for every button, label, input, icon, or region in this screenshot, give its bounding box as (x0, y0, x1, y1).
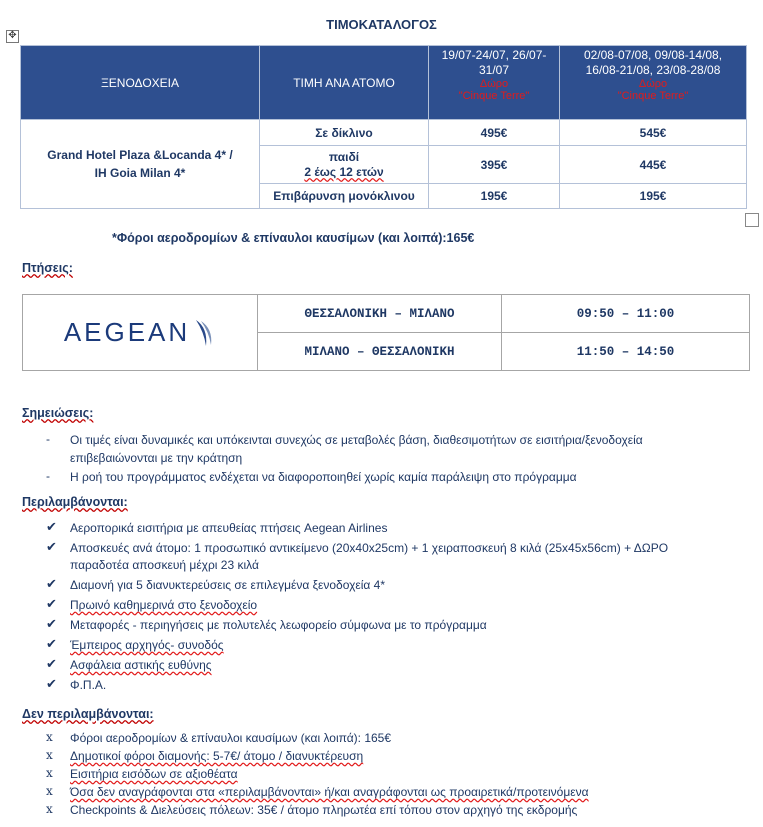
period-1-gift-name: "Cinque Terre" (458, 90, 530, 102)
included-heading: Περιλαμβάνονται: (22, 495, 128, 509)
check-icon: ✔ (46, 540, 57, 555)
excluded-item: Όσα δεν αναγράφονται στα «περιλαμβάνονται» ή/και αναγράφονται ως προαιρετικά/προτεινόμενα (70, 785, 589, 799)
check-icon: ✔ (46, 597, 57, 612)
hotel-name-1: Grand Hotel Plaza &Locanda 4* / (47, 148, 233, 162)
price-table (20, 45, 747, 209)
price-double-p1: 495€ (429, 120, 560, 146)
note-item-1-cont: επιβεβαιώνονται με την κράτηση (70, 451, 243, 465)
included-item: Διαμονή για 5 διανυκτερεύσεις σε επιλεγμένα ξενοδοχεία 4* (70, 578, 385, 592)
excluded-heading: Δεν περιλαμβάνονται: (22, 707, 154, 721)
period-1-gift: Δώρο (479, 78, 509, 90)
notes-heading: Σημειώσεις: (22, 406, 94, 420)
included-item: Φ.Π.Α. (70, 678, 107, 692)
included-item: Πρωινό καθημερινά στο ξενοδοχείο (70, 598, 258, 612)
price-single-p2: 195€ (560, 184, 747, 209)
aegean-logo-text: AEGEAN (63, 317, 191, 347)
note-item-2: Η ροή του προγράμματος ενδέχεται να διαφοροποιηθεί χωρίς καμία παράλειψη στο πρόγραμμα (70, 470, 577, 484)
included-item: Αποσκευές ανά άτομο: 1 προσωπικό αντικείμενο (20x40x25cm) + 1 χειραποσκευή 8 κιλά (25x45x56cm) + ΔΩΡΟ (70, 541, 669, 555)
flight-time-outbound: 09:50 – 11:00 (502, 295, 750, 333)
period-2-dates-cont: 16/08-21/08, 23/08-28/08 (585, 63, 721, 77)
included-item-cont: παραδοτέα αποσκευή μέχρι 23 κιλά (70, 558, 259, 572)
x-mark-icon: x (46, 802, 53, 816)
price-double-p2: 545€ (560, 120, 747, 146)
period-1-dates-cont: 31/07 (478, 63, 510, 77)
x-mark-icon: x (46, 766, 53, 780)
check-icon: ✔ (46, 657, 57, 672)
excluded-item: Εισιτήρια εισόδων σε αξιοθέατα (70, 767, 238, 781)
room-type-child (260, 146, 429, 184)
aegean-logo (23, 317, 257, 348)
dash-icon: - (46, 469, 50, 483)
included-item: Μεταφορές - περιηγήσεις με πολυτελές λεωφορείο σύμφωνα με το πρόγραμμα (70, 618, 487, 632)
excluded-item: Checkpoints & Διελεύσεις πόλεων: 35€ / άτομο πληρωτέα επί τόπου στον αρχηγό της εκδρομής (70, 803, 578, 817)
dash-icon: - (46, 432, 50, 446)
header-hotels: ΞΕΝΟΔΟΧΕΙΑ (21, 46, 260, 120)
x-mark-icon: x (46, 730, 53, 744)
flight-route-outbound: ΘΕΣΣΑΛΟΝΙΚΗ – ΜΙΛΑΝΟ (258, 295, 502, 333)
check-icon: ✔ (46, 617, 57, 632)
flights-table (22, 294, 750, 371)
header-price-per-person: ΤΙΜΗ ΑΝΑ ΑΤΟΜΟ (260, 46, 429, 120)
period-2-gift: Δώρο (638, 78, 668, 90)
hotel-names-cell (21, 120, 260, 209)
table-resize-handle[interactable] (745, 213, 759, 227)
x-mark-icon: x (46, 784, 53, 798)
note-item-1: Οι τιμές είναι δυναμικές και υπόκεινται συνεχώς σε μεταβολές βάση, διαθεσιμοτήτων σε εισιτήρια/ξενοδοχεία (70, 433, 643, 447)
price-child-p2: 445€ (560, 146, 747, 184)
room-type-double: Σε δίκλινο (260, 120, 429, 146)
excluded-item: Δημοτικοί φόροι διαμονής: 5-7€/ άτομο / διανυκτέρευση (70, 749, 364, 763)
room-type-single-supplement: Επιβάρυνση μονόκλινου (260, 184, 429, 209)
flights-heading: Πτήσεις: (22, 261, 73, 275)
check-icon: ✔ (46, 677, 57, 692)
check-icon: ✔ (46, 637, 57, 652)
check-icon: ✔ (46, 520, 57, 535)
airline-logo-cell (23, 295, 258, 371)
table-move-handle-icon[interactable]: ✥ (6, 30, 19, 43)
flight-route-return: ΜΙΛΑΝΟ – ΘΕΣΣΑΛΟΝΙΚΗ (258, 333, 502, 371)
included-item: Ασφάλεια αστικής ευθύνης (70, 658, 212, 672)
price-child-p1: 395€ (429, 146, 560, 184)
header-period-2 (560, 46, 747, 120)
flight-time-return: 11:50 – 14:50 (502, 333, 750, 371)
tax-note: *Φόροι αεροδρομίων & επίναυλοι καυσίμων (και λοιπά):165€ (112, 231, 475, 245)
price-single-p1: 195€ (429, 184, 560, 209)
included-item: Αεροπορικά εισιτήρια με απευθείας πτήσεις Aegean Airlines (70, 521, 388, 535)
child-label: παιδί (328, 149, 360, 164)
hotel-name-2: IH Goia Milan 4* (94, 166, 186, 180)
included-item: Έμπειρος αρχηγός- συνοδός (70, 638, 224, 652)
check-icon: ✔ (46, 577, 57, 592)
aegean-wing-icon (194, 318, 216, 348)
child-age-range: 2 έως 12 ετών (304, 164, 384, 179)
page-title: ΤΙΜΟΚΑΤΑΛΟΓΟΣ (326, 17, 437, 32)
period-1-dates: 19/07-24/07, 26/07- (441, 48, 547, 62)
x-mark-icon: x (46, 748, 53, 762)
period-2-gift-name: "Cinque Terre" (617, 90, 689, 102)
header-period-1 (429, 46, 560, 120)
excluded-item: Φόροι αεροδρομίων & επίναυλοι καυσίμων (και λοιπά): 165€ (70, 731, 392, 745)
period-2-dates: 02/08-07/08, 09/08-14/08, (583, 48, 723, 62)
